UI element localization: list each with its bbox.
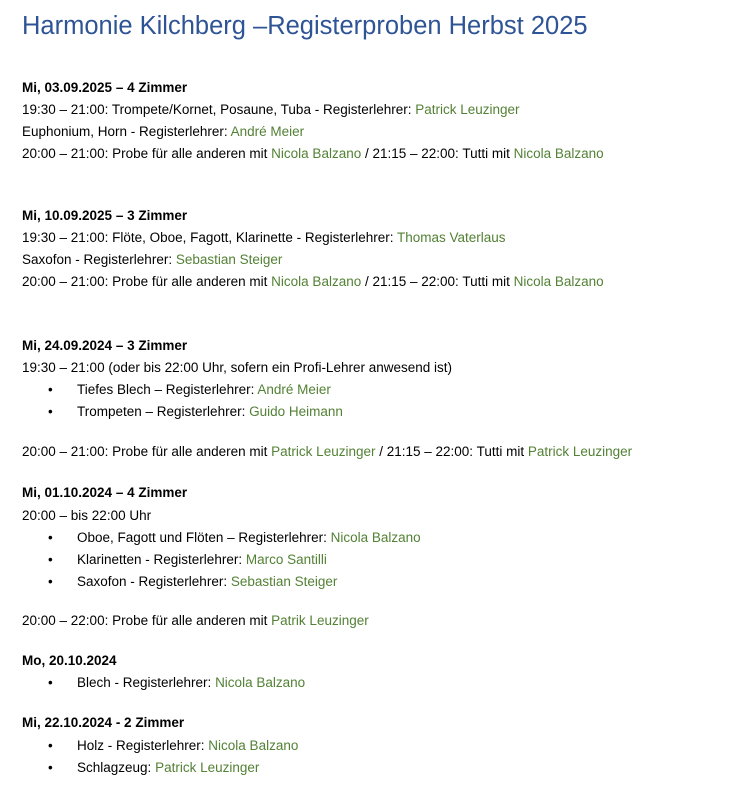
list-item [77,674,305,692]
section-heading: Mi, 22.10.2024 - 2 Zimmer [22,715,185,730]
teacher-name: Patrik Leuzinger [271,613,369,628]
line-text: Klarinetten - Registerlehrer: [77,552,246,567]
line-text: Saxofon - Registerlehrer: [77,574,231,589]
teacher-name: Guido Heimann [249,404,343,419]
schedule-line [22,443,632,461]
teacher-name: André Meier [230,124,305,139]
section-heading: Mi, 01.10.2024 – 4 Zimmer [22,485,188,500]
teacher-name: Nicola Balzano [330,530,421,545]
line-text: 20:00 – 21:00: Probe für alle anderen mit [22,274,272,289]
teacher-name: Nicola Balzano [208,738,299,753]
bullet-dot: • [48,574,53,589]
line-text: Oboe, Fagott und Flöten – Registerlehrer: [77,530,331,545]
bullet-dot: • [48,404,53,419]
list-item [77,737,298,755]
list-item [77,403,343,421]
teacher-name: Sebastian Steiger [230,574,338,589]
teacher-name: Nicola Balzano [271,274,362,289]
teacher-name: Patrick Leuzinger [271,444,376,459]
teacher-name: Patrick Leuzinger [415,102,520,117]
schedule-time: 19:30 – 21:00 (oder bis 22:00 Uhr, sofern ein Profi-Lehrer anwesend ist) [22,360,453,375]
line-text: Blech - Registerlehrer: [77,675,216,690]
schedule-time: 20:00 – bis 22:00 Uhr [22,508,152,523]
line-text: 20:00 – 21:00: Probe für alle anderen mit [22,146,272,161]
schedule-line [22,229,506,247]
section-heading: Mi, 03.09.2025 – 4 Zimmer [22,80,188,95]
bullet-dot: • [48,382,53,397]
bullet-dot: • [48,738,53,753]
list-item [77,551,327,569]
schedule-line [22,251,282,269]
list-item [77,573,337,591]
line-text: / 21:15 – 22:00: Tutti mit [375,444,528,459]
list-item [77,381,331,399]
bullet-dot: • [48,675,53,690]
line-text: Trompeten – Registerlehrer: [77,404,250,419]
line-text: 20:00 – 22:00: Probe für alle anderen mit [22,613,272,628]
line-text: 19:30 – 21:00: Trompete/Kornet, Posaune, Tuba - Registerlehrer: [22,102,416,117]
teacher-name: Patrick Leuzinger [155,760,260,775]
teacher-name: Nicola Balzano [215,675,306,690]
teacher-name: Thomas Vaterlaus [396,230,506,245]
bullet-dot: • [48,530,53,545]
teacher-name: Sebastian Steiger [175,252,283,267]
schedule-line [22,273,604,291]
schedule-line [22,123,304,141]
list-item [77,529,421,547]
section-heading: Mo, 20.10.2024 [22,653,117,668]
teacher-name: Patrick Leuzinger [527,444,633,459]
teacher-name: Marco Santilli [245,552,327,567]
line-text: Schlagzeug: [77,760,156,775]
line-text: / 21:15 – 22:00: Tutti mit [361,274,514,289]
schedule-line [22,101,520,119]
section-heading: Mi, 24.09.2024 – 3 Zimmer [22,338,188,353]
bullet-dot: • [48,552,53,567]
schedule-line [22,612,369,630]
teacher-name: Nicola Balzano [271,146,362,161]
line-text: Holz - Registerlehrer: [77,738,209,753]
teacher-name: Nicola Balzano [513,146,604,161]
section-heading: Mi, 10.09.2025 – 3 Zimmer [22,208,188,223]
line-text: Tiefes Blech – Registerlehrer: [77,382,258,397]
teacher-name: André Meier [257,382,331,397]
line-text: Saxofon - Registerlehrer: [22,252,176,267]
list-item [77,759,259,777]
schedule-line [22,145,604,163]
page-title: Harmonie Kilchberg –Registerproben Herbst 2025 [22,12,588,40]
line-text: Euphonium, Horn - Registerlehrer: [22,124,231,139]
teacher-name: Nicola Balzano [513,274,604,289]
line-text: 19:30 – 21:00: Flöte, Oboe, Fagott, Klarinette - Registerlehrer: [22,230,397,245]
line-text: 20:00 – 21:00: Probe für alle anderen mit [22,444,272,459]
line-text: / 21:15 – 22:00: Tutti mit [361,146,514,161]
bullet-dot: • [48,760,53,775]
